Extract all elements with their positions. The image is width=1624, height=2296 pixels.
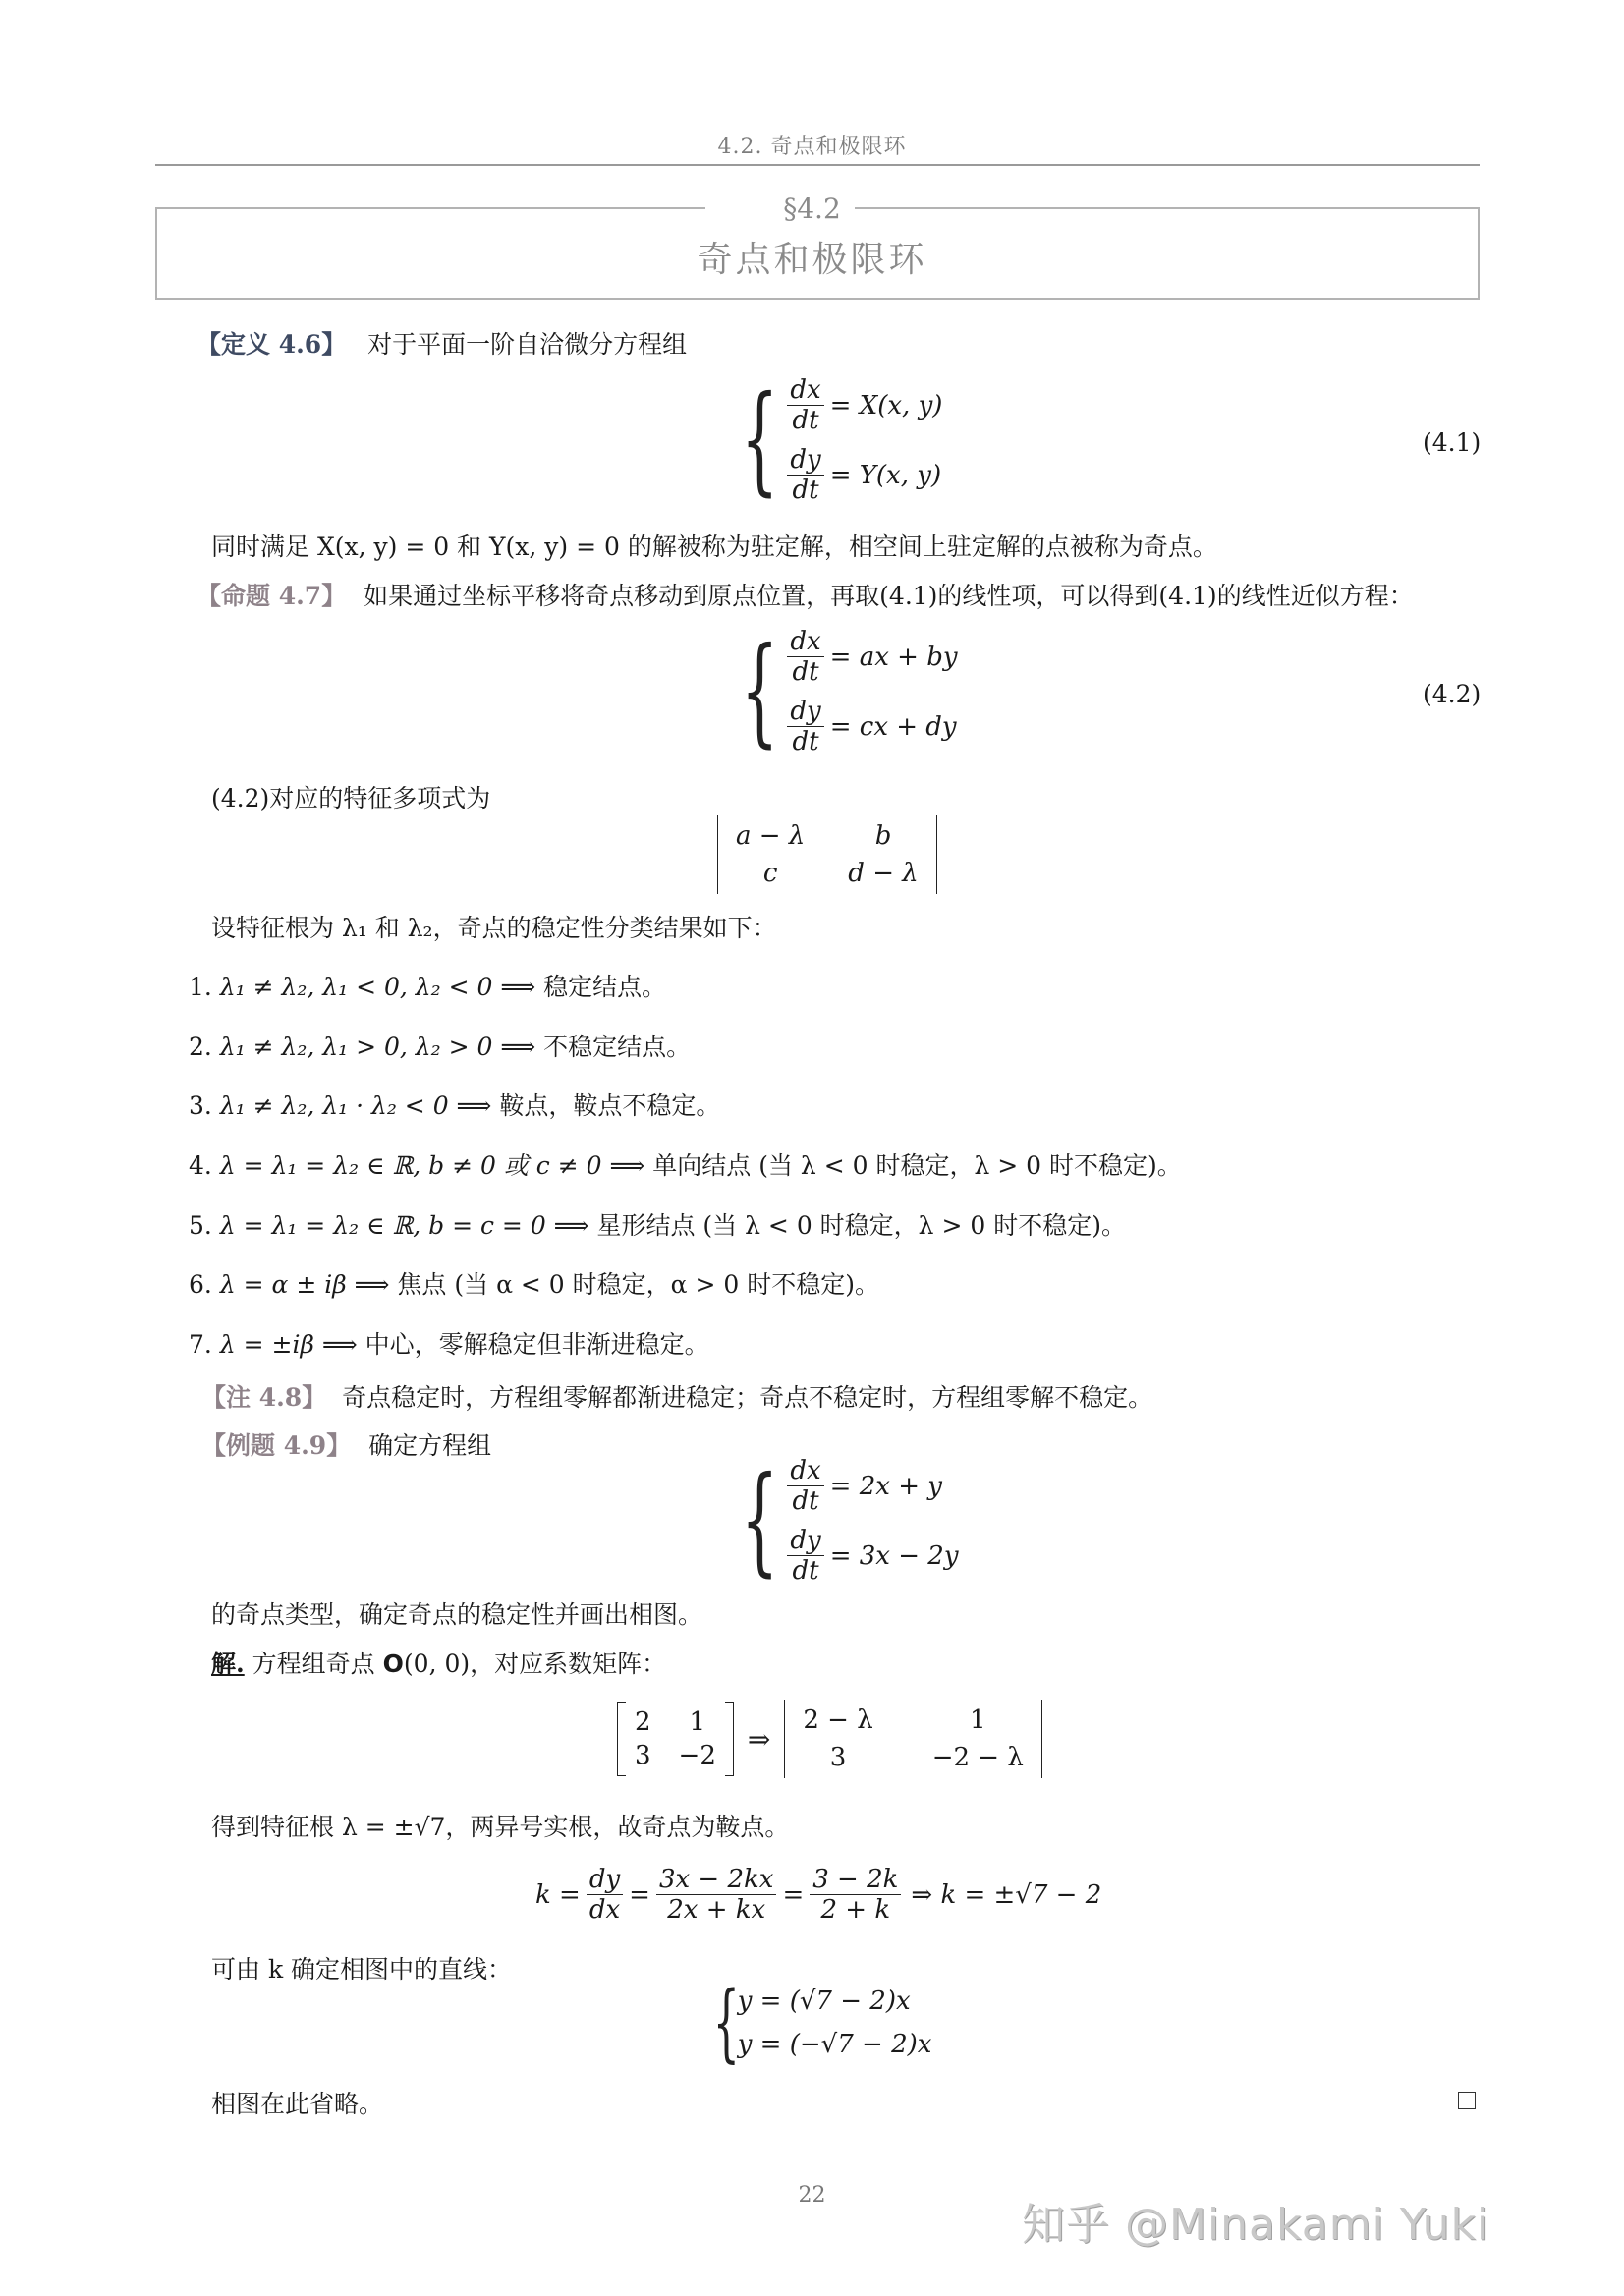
coefficient-matrix-block [617, 1700, 1042, 1778]
definition-label: 【定义 4.6】 [196, 330, 347, 359]
equation-number: (4.2) [1423, 680, 1482, 708]
lines-intro: 可由 k 确定相图中的直线： [211, 1955, 513, 1984]
det-cell: d − λ [848, 859, 919, 888]
equation-row [781, 1456, 958, 1516]
section-number: §4.2 [783, 193, 841, 225]
proposition-label: 【命题 4.7】 [196, 582, 347, 610]
numerator: dx [787, 627, 823, 657]
item-number: 6. [189, 1270, 212, 1299]
numerator: 3 − 2k [810, 1865, 901, 1895]
qed-icon [1458, 2092, 1476, 2109]
denominator: dt [792, 1556, 819, 1586]
roots-intro: 设特征根为 λ₁ 和 λ₂，奇点的稳定性分类结果如下： [211, 914, 777, 942]
denominator: 2 + k [820, 1895, 891, 1925]
item-result: 稳定结点。 [543, 973, 667, 1001]
list-item [189, 1325, 709, 1361]
k-result: ⇒ k = ±√7 − 2 [911, 1879, 1102, 1910]
matrix-cell: −2 [678, 1741, 716, 1770]
matrix-cell: 1 [689, 1708, 705, 1737]
equation-number: (4.1) [1423, 428, 1482, 457]
det-cell: 2 − λ [803, 1706, 873, 1735]
det-cell: b [874, 821, 892, 851]
denominator: dt [792, 727, 819, 756]
item-condition: λ = ±iβ ⟹ [219, 1330, 358, 1359]
note-line [201, 1381, 1152, 1415]
det-cell: −2 − λ [931, 1743, 1024, 1772]
det-cell: 3 [829, 1743, 847, 1772]
characteristic-determinant [717, 815, 937, 894]
item-condition: λ = λ₁ = λ₂ ∈ ℝ, b ≠ 0 或 c ≠ 0 ⟹ [219, 1151, 645, 1180]
det-cell: c [762, 859, 778, 888]
phase-lines-system [700, 1974, 932, 2072]
equation-system-4-1 [722, 371, 943, 508]
item-condition: λ₁ ≠ λ₂, λ₁ · λ₂ < 0 ⟹ [219, 1092, 492, 1120]
equation-row [781, 375, 942, 435]
denominator: 2x + kx [667, 1895, 766, 1925]
equation-row [781, 445, 942, 505]
item-result: 焦点 (当 α < 0 时稳定，α > 0 时不稳定)。 [397, 1270, 879, 1299]
watermark: 知乎 @Minakami Yuki [1022, 2200, 1490, 2250]
example-label: 【例题 4.9】 [201, 1431, 352, 1460]
denominator: dx [588, 1895, 621, 1925]
header-rule [155, 164, 1480, 166]
equation-rhs: = Y(x, y) [829, 460, 942, 490]
char-poly-intro: (4.2)对应的特征多项式为 [211, 784, 491, 812]
definition-intro: 对于平面一阶自洽微分方程组 [367, 330, 688, 359]
item-condition: λ = α ± iβ ⟹ [219, 1270, 390, 1299]
numerator: dx [787, 1456, 823, 1486]
matrix-cell: 3 [635, 1741, 651, 1770]
list-item [189, 1206, 1126, 1242]
list-item [189, 1147, 1182, 1182]
item-number: 1. [189, 973, 212, 1001]
definition-conclusion: 同时满足 X(x, y) = 0 和 Y(x, y) = 0 的解被称为驻定解，相空间上驻定解的点被称为奇点。 [211, 532, 1217, 561]
list-item [189, 1265, 879, 1301]
det-cell: a − λ [736, 821, 806, 851]
solution-line [211, 1648, 666, 1681]
item-number: 2. [189, 1033, 212, 1061]
equation-rhs: = 3x − 2y [829, 1540, 959, 1571]
left-brace-icon: { [712, 1974, 741, 2072]
det-cell: 1 [969, 1706, 986, 1735]
item-number: 4. [189, 1151, 212, 1180]
matrix-cell: 2 [635, 1708, 651, 1737]
solution-label: 解. [211, 1650, 245, 1678]
definition-line [196, 328, 687, 362]
numerator: 3x − 2kx [656, 1865, 776, 1895]
example-intro: 确定方程组 [368, 1431, 492, 1460]
equation-row [781, 697, 957, 756]
denominator: dt [792, 476, 819, 505]
equation-row [781, 627, 957, 687]
numerator: dy [787, 697, 823, 727]
phase-line: y = (√7 − 2)x [737, 1987, 911, 2016]
origin-point: O [382, 1650, 404, 1678]
denominator: dt [792, 406, 819, 435]
equation-rhs: = 2x + y [829, 1471, 942, 1501]
proposition-text: 如果通过坐标平移将奇点移动到原点位置，再取(4.1)的线性项，可以得到(4.1)的线性近似方程： [364, 582, 1414, 610]
note-label: 【注 4.8】 [201, 1383, 327, 1412]
list-item [189, 1028, 691, 1063]
equals: = [629, 1879, 650, 1910]
denominator: dt [792, 657, 819, 687]
proposition-line [196, 580, 1414, 613]
item-result: 中心，零解稳定但非渐进稳定。 [364, 1330, 709, 1359]
origin-coords: (0, 0) [403, 1650, 471, 1678]
item-number: 3. [189, 1092, 212, 1120]
running-head: 4.2. 奇点和极限环 [717, 135, 907, 159]
k-equation [535, 1865, 1101, 1925]
left-brace-icon: { [741, 623, 779, 759]
numerator: dy [787, 445, 823, 476]
equation-rhs: = X(x, y) [829, 390, 943, 420]
item-condition: λ₁ ≠ λ₂, λ₁ > 0, λ₂ > 0 ⟹ [219, 1033, 536, 1061]
characteristic-determinant-example [784, 1700, 1041, 1778]
equation-rhs: = cx + dy [829, 711, 957, 742]
item-number: 7. [189, 1330, 212, 1359]
equation-row [781, 1526, 958, 1586]
roots-text: 得到特征根 λ = ±√7，两异号实根，故奇点为鞍点。 [211, 1813, 790, 1841]
example-after: 的奇点类型，确定奇点的稳定性并画出相图。 [211, 1600, 703, 1629]
item-result: 星形结点 (当 λ < 0 时稳定，λ > 0 时不稳定)。 [596, 1211, 1126, 1240]
example-equation-system [722, 1452, 959, 1589]
example-line [201, 1429, 491, 1463]
equation-rhs: = ax + by [829, 642, 958, 672]
equation-system-4-2 [722, 623, 958, 759]
note-text: 奇点稳定时，方程组零解都渐进稳定；奇点不稳定时，方程组零解不稳定。 [342, 1383, 1153, 1412]
solution-intro-b: ，对应系数矩阵： [470, 1650, 667, 1678]
section-title: 奇点和极限环 [697, 240, 927, 280]
solution-intro: 方程组奇点 [252, 1650, 375, 1678]
page-number: 22 [798, 2183, 826, 2208]
phase-line: y = (−√7 − 2)x [737, 2030, 932, 2059]
k-lhs: k = [535, 1879, 581, 1910]
list-item [189, 968, 666, 1003]
item-condition: λ₁ ≠ λ₂, λ₁ < 0, λ₂ < 0 ⟹ [219, 973, 536, 1001]
item-result: 单向结点 (当 λ < 0 时稳定，λ > 0 时不稳定)。 [652, 1151, 1182, 1180]
left-brace-icon: { [741, 1452, 779, 1589]
numerator: dy [587, 1865, 623, 1895]
item-number: 5. [189, 1211, 212, 1240]
equals: = [782, 1879, 805, 1910]
implies-arrow-icon: ⇒ [747, 1722, 771, 1756]
numerator: dx [787, 375, 823, 406]
closing-text: 相图在此省略。 [211, 2090, 384, 2118]
item-result: 鞍点，鞍点不稳定。 [499, 1092, 721, 1120]
denominator: dt [792, 1486, 819, 1516]
left-brace-icon: { [741, 371, 779, 508]
item-result: 不稳定结点。 [543, 1033, 692, 1061]
item-condition: λ = λ₁ = λ₂ ∈ ℝ, b = c = 0 ⟹ [219, 1211, 589, 1240]
list-item [189, 1087, 720, 1122]
numerator: dy [787, 1526, 823, 1556]
coefficient-matrix [617, 1702, 734, 1776]
